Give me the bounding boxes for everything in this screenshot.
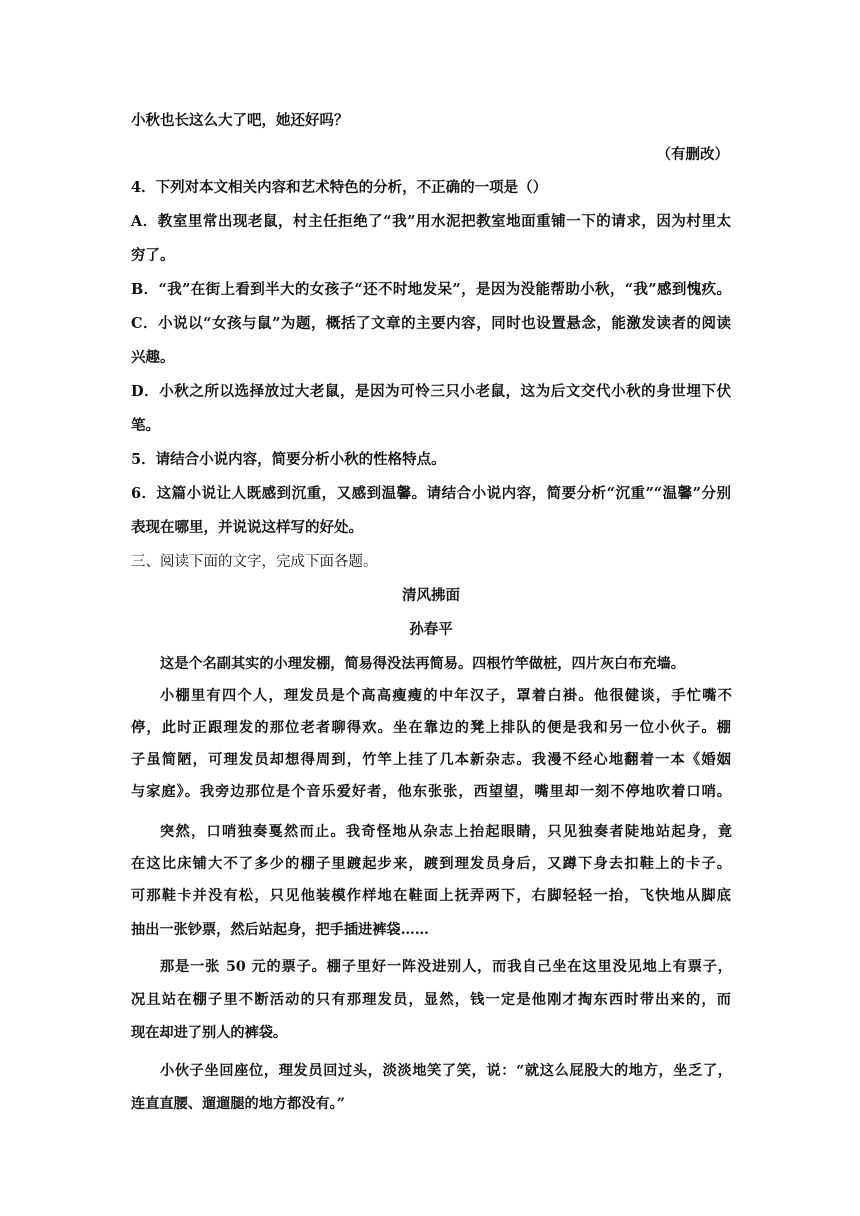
- story-author: 孙春平: [409, 621, 453, 638]
- question-4-option-a: A．教室里常出现老鼠，村主任拒绝了“我”用水泥把教室地面重铺一下的请求，因为村里太: [131, 213, 731, 230]
- paragraph-5-line-1: 小伙子坐回座位，理发员回过头，淡淡地笑了笑，说：“就这么屁股大的地方，坐乏了，: [160, 1063, 732, 1079]
- paragraph-3-line-2: 在这比床铺大不了多少的棚子里踱起步来，踱到理发员身后，又蹲下身去扣鞋上的卡子。: [131, 856, 731, 872]
- abridged-note: （有删改）: [656, 146, 729, 163]
- paragraph-3-line-1: 突然，口哨独奏戛然而止。我奇怪地从杂志上抬起眼睛，只见独奏者陡地站起身，竟: [160, 824, 732, 840]
- excerpt-last-line: 小秋也长这么大了吧，她还好吗？: [131, 112, 349, 129]
- paragraph-3-line-3: 可那鞋卡并没有松，只见他装模作样地在鞋面上抚弄两下，右脚轻轻一抬，飞快地从脚底: [131, 888, 731, 904]
- paragraph-1-line-1: 这是个名副其实的小理发棚，简易得没法再简易。四根竹竿做桩，四片灰白布充墙。: [160, 656, 685, 672]
- paragraph-2-line-3: 子虽简陋，可理发员却想得周到，竹竿上挂了几本新杂志。我漫不经心地翻着一本《婚姻: [131, 752, 731, 768]
- question-5: 5．请结合小说内容，简要分析小秋的性格特点。: [131, 451, 446, 468]
- question-4-stem: 4．下列对本文相关内容和艺术特色的分析，不正确的一项是（）: [131, 179, 548, 196]
- question-4-option-c-continued: 兴趣。: [131, 349, 175, 366]
- paragraph-2-line-1: 小棚里有四个人，理发员是个高高瘦瘦的中年汉子，罩着白褂。他很健谈，手忙嘴不: [160, 688, 732, 704]
- question-4-option-a-continued: 穷了。: [131, 247, 175, 264]
- question-4-option-d: D．小秋之所以选择放过大老鼠，是因为可怜三只小老鼠，这为后文交代小秋的身世埋下伏: [131, 383, 731, 400]
- paragraph-4-line-1: 那是一张 50 元的票子。棚子里好一阵没进别人，而我自己坐在这里没见地上有票子，: [160, 959, 732, 975]
- section-3-heading: 三、阅读下面的文字，完成下面各题。: [131, 554, 378, 570]
- story-title: 清风拂面: [402, 587, 460, 604]
- paragraph-4-line-2: 况且站在棚子里不断活动的只有那理发员，显然，钱一定是他刚才掏东西时带出来的，而: [131, 992, 731, 1008]
- paragraph-4-line-3: 现在却进了别人的裤袋。: [131, 1025, 288, 1041]
- question-6: 6．这篇小说让人既感到沉重，又感到温馨。请结合小说内容，简要分析“沉重”“温馨”分别: [131, 485, 731, 502]
- question-4-option-d-continued: 笔。: [131, 417, 160, 434]
- question-4-option-b: B．“我”在街上看到半大的女孩子“还不时地发呆”，是因为没能帮助小秋，“我”感到愧疚。: [131, 281, 731, 298]
- paragraph-5-line-2: 连直直腰、遛遛腿的地方都没有。”: [131, 1096, 345, 1112]
- question-4-option-c: C．小说以“女孩与鼠”为题，概括了文章的主要内容，同时也设置悬念，能激发读者的阅读: [131, 315, 731, 332]
- paragraph-2-line-4: 与家庭》。我旁边那位是个音乐爱好者，他东张张，西望望，嘴里却一刻不停地吹着口哨。: [131, 784, 731, 800]
- paragraph-3-line-4: 抽出一张钞票，然后站起身，把手插进裤袋……: [131, 922, 429, 938]
- paragraph-2-line-2: 停，此时正跟理发的那位老者聊得欢。坐在靠边的凳上排队的便是我和另一位小伙子。棚: [131, 720, 731, 736]
- question-6-continued: 表现在哪里，并说说这样写的好处。: [131, 519, 363, 536]
